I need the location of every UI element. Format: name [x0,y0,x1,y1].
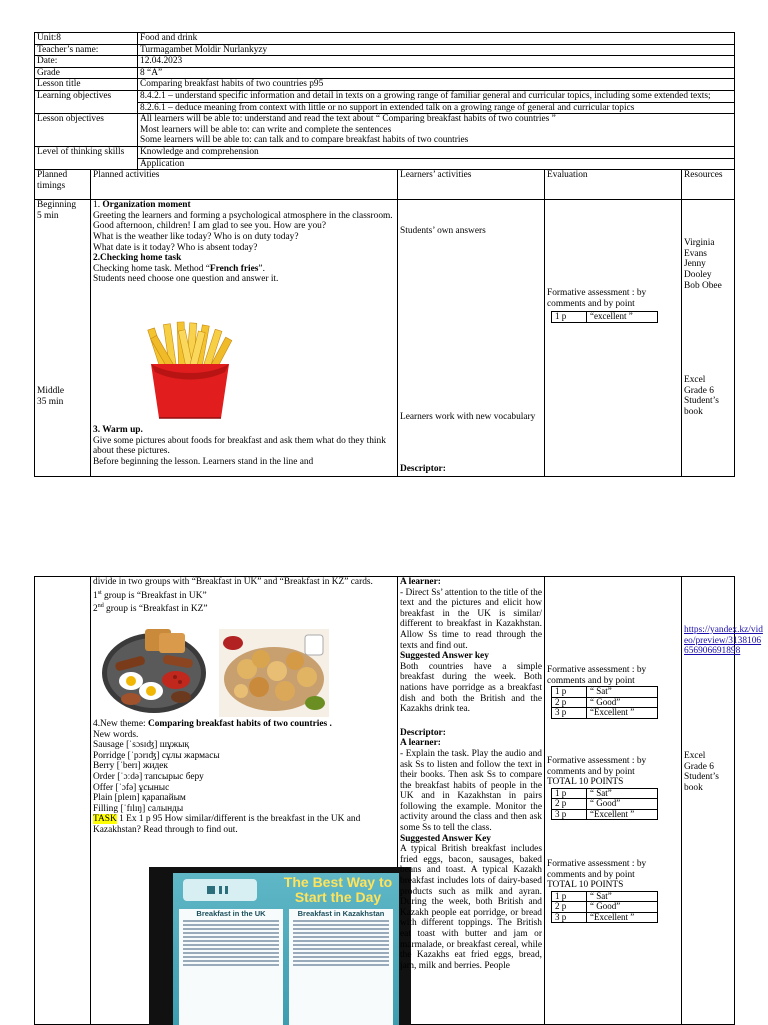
answer-key-2-title: Suggested Answer Key [400,833,491,844]
timing-middle-label: Middle [37,386,65,397]
evaluation-block-3-text: Formative assessment : by comments and by point [547,859,647,880]
text-line [293,948,389,950]
timing-middle [37,386,64,407]
learners-cell-2 [398,577,545,1025]
evaluation-block-1-table [551,686,658,719]
new-theme-title: Comparing breakfast habits of two countries . [147,719,332,729]
textbook-column-uk [179,909,283,1025]
thinking-skill-2: Application [140,158,185,169]
learning-objective-2: 8.2.6.1 – deduce meaning from context with little or no support in extended talk on a growing range of general and curricular topics [140,102,635,113]
evaluation-word: “ Sat” [587,891,658,902]
group-1-sup: st [97,589,102,596]
french-fries-image [125,320,255,420]
learners-cell [398,200,545,477]
learner-title-2: A learner: [400,738,441,749]
warm-up-heading: 3. Warm up. [93,425,143,436]
text-line [183,920,279,922]
evaluation-row [552,687,658,698]
evaluation-word: “ Good” [587,697,658,708]
grade-label: Grade [35,67,138,79]
new-theme-heading [93,719,395,730]
evaluation-row [552,312,658,323]
learning-objectives-label: Learning objectives [35,90,138,113]
evaluation-block-2-table [551,788,658,821]
home-task-heading: 2.Checking home task [93,253,182,264]
text-line [183,936,279,938]
audio-pause-icon-2 [225,886,228,894]
home-task-instruction: Students need choose one question and answer it. [93,274,279,285]
new-words-list [93,740,395,814]
text-line [293,952,389,954]
text-line [183,928,279,930]
evaluation-block-2 [547,756,675,820]
evaluation-points: 3 p [552,809,587,820]
new-words-heading: New words. [93,729,139,740]
text-line [293,940,389,942]
org-moment-heading [93,200,395,211]
col-header-activities: Planned activities [91,170,398,200]
unit-label: Unit:8 [35,33,138,45]
audio-pause-icon [219,886,222,894]
textbook-page-image [149,867,411,1025]
group-2-sup: nd [97,603,104,610]
resource-author-2: Jenny Dooley [684,259,712,280]
group-2-num: 2 [93,604,98,615]
task-text: 1 Ex 1 p 95 How similar/different is the breakfast in the UK and Kazakhstan? Read through to find out. [93,814,361,835]
evaluation-row [552,912,658,923]
evaluation-word: “Excellent ” [587,912,658,923]
audio-player [183,879,257,901]
question-weather: What is the weather like today? Who is on duty today? [93,231,299,242]
question-date: What date is it today? Who is absent today? [93,242,258,253]
vocabulary-item: Offer [ˈɔfə] ұсыныс [93,782,170,793]
evaluation-word: “ Good” [587,799,658,810]
text-line [183,964,279,966]
text-line [183,924,279,926]
text-line [183,948,279,950]
text-line [293,928,389,930]
answer-key-2-text: A typical British breakfast includes fried eggs, bacon, sausages, baked beans and toast. A typical Kazakh breakfast includes lots of dairy-based products such as milk and ayran. During the week, both British and Kazakh people eat porridge, or bread with different toppings. The British eat toast with butter and jam or marmalade, or breakfast cereal, while the Kazakhs eat fried eggs, bread, jam, milk and berries. People [400,844,542,971]
evaluation-points: 1 p [552,312,587,323]
resources-cell [682,200,735,477]
col-header-learners: Learners’ activities [398,170,545,200]
evaluation-word: “Excellent ” [587,809,658,820]
spacer [400,715,542,728]
evaluation-block-1 [547,665,675,719]
text-line [183,932,279,934]
learner-task-2: - Explain the task. Play the audio and ask Ss to listen and follow the text in their books. Then ask Ss to compare the breakfast habits of people in the UK and in Kazakhstan in pairs following the example. Monitor the activity around the class and then ask some Ss to tell the class. [400,748,542,834]
evaluation-block-3-table [551,891,658,924]
evaluation-row [552,697,658,708]
home-task-method [93,264,395,275]
resource-book-title: Student’s book [684,396,719,417]
lesson-objectives-label: Lesson objectives [35,114,138,147]
resources-cell-2 [682,577,763,1025]
vocabulary-item: Berry [ˈberɪ] жидек [93,761,168,772]
text-line [293,924,389,926]
col-header-resources: Resources [682,170,735,200]
text-line [293,944,389,946]
activities-cell [91,200,398,477]
timing-beginning-duration: 5 min [37,210,59,221]
date-value: 12.04.2023 [138,56,735,68]
resources-authors [684,238,734,291]
evaluation-row [552,788,658,799]
lesson-objectives-cell [138,114,735,147]
learners-own-answers: Students’ own answers [400,226,486,237]
evaluation-word: “ Good” [587,902,658,913]
lesson-title-value: Comparing breakfast habits of two countries p95 [138,79,735,91]
descriptor-label: Descriptor: [400,464,446,475]
learning-objectives-cell [138,90,735,113]
text-line [293,956,389,958]
textbook-page-bg [173,873,399,1025]
evaluation-points: 3 p [552,708,587,719]
text-line [183,960,279,962]
timing-beginning [37,200,88,221]
textbook-column-kz [289,909,393,1025]
evaluation-word: “excellent ” [587,312,658,323]
evaluation-points: 2 p [552,799,587,810]
resource-book-grade: Grade 6 [684,385,714,396]
evaluation-block-2-text: Formative assessment : by comments and by point [547,756,647,777]
textbook-banner: The Best Way to Start the Day [283,874,393,905]
timing-beginning-label: Beginning [37,200,77,211]
thinking-skills-label: Level of thinking skills [35,146,138,169]
warm-up-block [93,425,395,467]
answer-key-1-text: Both countries have a simple breakfast during the week. Both nations have porridge as a breakfast dish and both the British and the Kazakhs drink tea. [400,661,542,715]
activities-cell-2 [91,577,398,1025]
warm-up-text-2: Before beginning the lesson. Learners stand in the line and [93,456,314,467]
resource-book-2-grade: Grade 6 [684,761,714,772]
evaluation-row [552,891,658,902]
text-line [183,944,279,946]
evaluation-points: 2 p [552,697,587,708]
text-line [293,932,389,934]
col-header-timing: Planned timings [35,170,91,200]
task-line [93,814,395,835]
evaluation-points: 3 p [552,912,587,923]
descriptor-2: Descriptor: [400,727,446,738]
evaluation-block-3-total: TOTAL 10 POINTS [547,880,624,891]
evaluation-cell [545,200,682,477]
english-breakfast-image [101,625,207,715]
lesson-plan-header-table [34,32,735,477]
evaluation-word: “Excellent ” [587,708,658,719]
learners-new-vocab: Learners work with new vocabulary [400,412,536,423]
timing-middle-duration: 35 min [37,396,64,407]
group-2 [93,601,395,615]
home-task-method-name: French fries [209,263,259,274]
vocabulary-item: Filling [ˈfɪlɪŋ] салынды [93,803,184,814]
group-1 [93,588,395,602]
lesson-objective-all: All learners will be able to: understand and read the text about “ Comparing breakfast habits of two countries ” [140,114,556,125]
learning-objective-1: 8.4.2.1 – understand specific information and detail in texts on a growing range of familiar general and curricular topics, including some extended texts; [138,91,734,103]
text-line [293,964,389,966]
audio-play-icon [207,886,215,894]
resources-book-2 [684,751,734,793]
learner-title-1: A learner: [400,577,441,587]
new-theme-block [93,719,395,836]
evaluation-row [552,902,658,913]
lesson-plan-continuation-table [34,576,763,1025]
resource-author-1: Virginia Evans [684,238,715,259]
group-instruction: divide in two groups with “Breakfast in UK” and “Breakfast in KZ” cards. [93,577,373,587]
greeting-text: Greeting the learners and forming a psychological atmosphere in the classroom. Good afternoon, children! I am glad to see you. How are you? [93,210,393,232]
teacher-value: Turmagambet Moldir Nurlankyzy [138,44,735,56]
resources-book [684,375,734,417]
unit-value: Food and drink [138,33,735,45]
date-label: Date: [35,56,138,68]
evaluation-points: 1 p [552,687,587,698]
col-header-evaluation: Evaluation [545,170,682,200]
home-task-method-prefix: Checking home task. Method “ [93,263,210,274]
evaluation-block-1-text: Formative assessment : by comments and by point [547,665,647,686]
evaluation-points: 1 p [552,788,587,799]
evaluation-points-table [551,311,658,323]
text-line [293,960,389,962]
text-line [293,920,389,922]
warm-up-text-1: Give some pictures about foods for breakfast and ask them what do they think about these pictures. [93,435,386,457]
vocabulary-item: Sausage [ˈsɔsɪʤ] шұжық [93,740,189,751]
resource-book-publisher: Excel [684,375,706,386]
textbook-uk-title: Breakfast in the UK [196,909,266,918]
resource-book-2-publisher: Excel [684,751,706,761]
vocabulary-item: Porridge [ˈpɔrɪʤ] сұлы жармасы [93,750,220,761]
lesson-objective-most: Most learners will be able to: can write and complete the sentences [140,124,392,135]
resource-book-2-title: Student’s book [684,772,719,793]
text-line [183,956,279,958]
lesson-title-label: Lesson title [35,79,138,91]
evaluation-block-2-total: TOTAL 10 POINTS [547,777,624,788]
thinking-skills-cell [138,146,735,169]
new-theme-prefix: 4.New theme: [93,719,148,729]
org-moment-number: 1. [93,200,103,211]
evaluation-cell-2 [545,577,682,1025]
video-link[interactable]: https://yandex.kz/video/preview/3138106656906691898 [684,625,763,657]
evaluation-row [552,708,658,719]
evaluation-block-3 [547,859,675,923]
timing-cell-2 [35,577,91,1025]
text-line [183,952,279,954]
teacher-label: Teacher’s name: [35,44,138,56]
evaluation-word: “ Sat” [587,788,658,799]
kazakh-breakfast-image [219,629,329,717]
textbook-kz-title: Breakfast in Kazakhstan [297,909,385,918]
vocabulary-item: Plain [pleɪn] қарапайым [93,793,186,804]
evaluation-points: 2 p [552,902,587,913]
evaluation-word: “ Sat” [587,687,658,698]
learner-task-1: - Direct Ss’ attention to the title of the text and the pictures and elicit how breakfast in the UK is similar/ different to breakfast in Kazakhstan. Allow Ss time to read through the texts and find out. [400,587,542,651]
grade-value: 8 “A” [138,67,735,79]
evaluation-points: 1 p [552,891,587,902]
group-1-text: group is “Breakfast in UK” [101,590,207,601]
group-1-num: 1 [93,590,98,601]
task-label: TASK [93,814,117,825]
timing-cell [35,200,91,477]
text-line [183,940,279,942]
evaluation-text: Formative assessment : by comments and by point [547,288,647,309]
text-line [293,936,389,938]
resource-author-3: Bob Obee [684,280,722,291]
thinking-skill-1: Knowledge and comprehension [138,147,734,159]
answer-key-1-title: Suggested Answer key [400,651,489,662]
lesson-objective-some: Some learners will be able to: can talk and to compare breakfast habits of two countries [140,135,469,146]
group-2-text: group is “Breakfast in KZ” [103,604,208,615]
vocabulary-item: Order [ˈɔːdə] тапсырыс беру [93,771,204,782]
evaluation-row [552,799,658,810]
home-task-method-suffix: ”. [258,263,265,274]
evaluation-row [552,809,658,820]
org-moment-title: Organization moment [102,200,191,211]
